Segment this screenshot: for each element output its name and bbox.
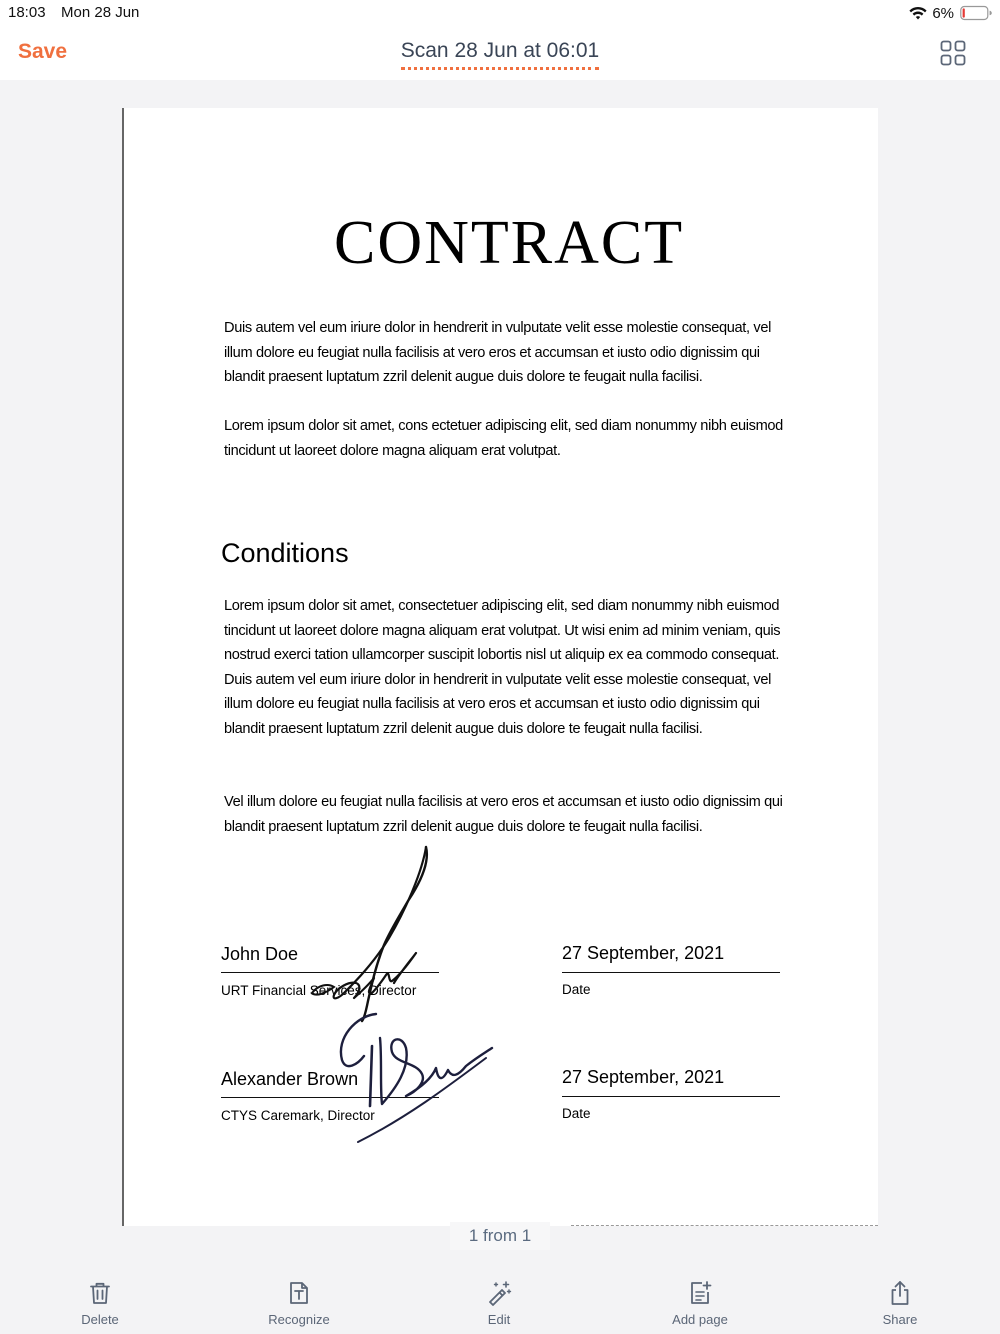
add-page-label: Add page	[672, 1312, 728, 1327]
page-indicator: 1 from 1	[450, 1222, 550, 1250]
signer-1-date: 27 September, 2021	[562, 943, 725, 963]
signer-1-date-line	[562, 972, 780, 973]
paragraph-4: Vel illum dolore eu feugiat nulla facilisis at vero eros et accumsan et iusto odio dignissim qui blandit praesent luptatum zzril delenit augue duis dolore te feugait nulla facilisi.	[224, 794, 783, 835]
share-label: Share	[882, 1312, 918, 1327]
delete-label: Delete	[81, 1312, 119, 1327]
grid-view-icon[interactable]	[940, 40, 966, 66]
document-canvas[interactable]	[0, 80, 1000, 1260]
status-date: Mon 28 Jun	[61, 4, 140, 21]
scanned-page[interactable]	[122, 108, 878, 1226]
signer-2-date: 27 September, 2021	[562, 1067, 725, 1087]
recognize-label: Recognize	[268, 1312, 330, 1327]
navigation-bar	[0, 26, 1000, 80]
signer-2-date-line	[562, 1096, 780, 1097]
trash-icon	[87, 1280, 113, 1306]
recognize-button[interactable]	[239, 1262, 359, 1334]
signer-1-name: John Doe	[221, 944, 299, 964]
status-time: 18:03	[8, 4, 46, 21]
signer-1-date-label: Date	[562, 982, 591, 997]
edit-button[interactable]	[439, 1262, 559, 1334]
paragraph-1: Duis autem vel eum iriure dolor in hendrerit in vulputate velit esse molestie consequat, vel illum dolore eu feugiat nulla facilisis at vero eros et accumsan et iusto odio dignissim qui blandit praesent luptatum zzril delenit augue duis dolore te feugait nulla facilisi.	[224, 320, 771, 386]
bottom-toolbar	[0, 1262, 1000, 1334]
battery-icon	[960, 5, 992, 21]
signer-1-role: URT Financial Services, Director	[221, 983, 417, 998]
paragraph-2: Lorem ipsum dolor sit amet, cons ectetuer adipiscing elit, sed diam nonummy nibh euismod tincidunt ut laoreet dolore magna aliquam erat volutpat.	[224, 418, 783, 459]
text-recognize-icon	[286, 1280, 312, 1306]
share-icon	[887, 1280, 913, 1306]
signer-2-role: CTYS Caremark, Director	[221, 1108, 375, 1123]
conditions-heading: Conditions	[221, 538, 349, 568]
battery-percentage: 6%	[932, 4, 954, 22]
paper-edge	[571, 1225, 878, 1226]
paragraph-3: Lorem ipsum dolor sit amet, consectetuer adipiscing elit, sed diam nonummy nibh euismod tincidunt ut laoreet dolore magna aliquam erat volutpat. Ut wisi enim ad minim veniam, quis nostrud exerci tation ullamcorper suscipit lobortis nisl ut aliquip ex ea commodo consequat. Duis autem vel eum iriure dolor in hendrerit in vulputate velit esse molestie consequat, vel illum dolore eu feugiat nulla facilisis at vero eros et accumsan et iusto odio dignissim qui blandit praesent luptatum zzril delenit augue duis dolore te feugait nulla facilisi.	[224, 598, 781, 737]
save-button[interactable]: Save	[18, 40, 68, 63]
share-button[interactable]	[840, 1262, 960, 1334]
edit-label: Edit	[487, 1312, 511, 1327]
document-title-text[interactable]: Scan 28 Jun at 06:01	[401, 39, 600, 70]
add-page-icon	[687, 1280, 713, 1306]
delete-button[interactable]	[40, 1262, 160, 1334]
signature-john-doe	[304, 843, 444, 1023]
contract-title: CONTRACT	[334, 209, 685, 277]
status-indicators	[908, 3, 992, 23]
signer-2-name: Alexander Brown	[221, 1069, 359, 1089]
magic-wand-icon	[486, 1280, 512, 1306]
signature-alexander-brown	[336, 1008, 496, 1148]
add-page-button[interactable]	[640, 1262, 760, 1334]
wifi-icon	[908, 5, 928, 21]
document-title[interactable]	[0, 39, 1000, 70]
signer-2-date-label: Date	[562, 1106, 591, 1121]
status-bar	[0, 0, 1000, 26]
